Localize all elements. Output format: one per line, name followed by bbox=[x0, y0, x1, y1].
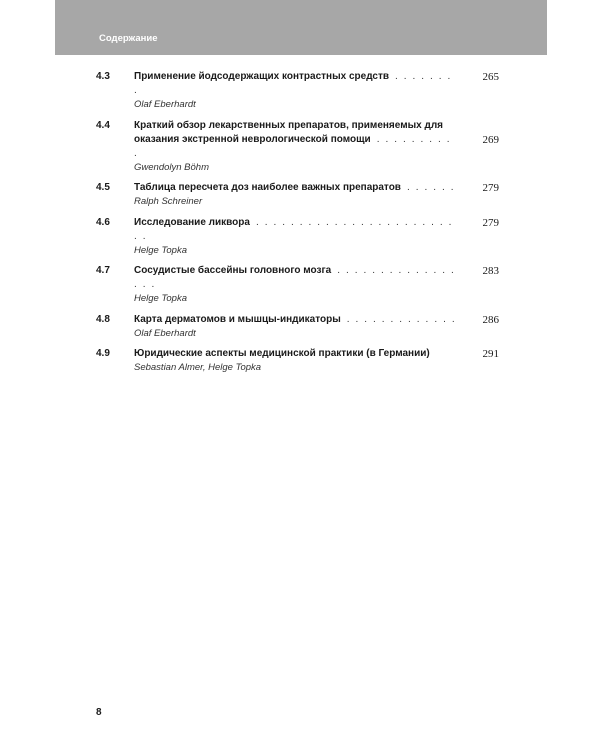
section-author: Helge Topka bbox=[134, 244, 187, 256]
toc-entry[interactable] bbox=[96, 264, 499, 305]
section-number: 4.5 bbox=[96, 182, 110, 193]
toc-entry[interactable] bbox=[96, 313, 499, 340]
leader-dots: . . . . . . bbox=[406, 182, 456, 193]
section-author: Gwendolyn Böhm bbox=[134, 161, 209, 173]
toc-entry[interactable] bbox=[96, 347, 499, 374]
section-number: 4.8 bbox=[96, 313, 110, 325]
table-of-contents bbox=[96, 70, 499, 382]
page-ref: 279 bbox=[482, 182, 499, 194]
page-ref: 283 bbox=[482, 265, 499, 277]
page-number: 8 bbox=[96, 707, 102, 718]
section-number: 4.6 bbox=[96, 216, 110, 228]
section-author: Sebastian Almer, Helge Topka bbox=[134, 362, 262, 373]
leader-dots: . . . . . . . . . . bbox=[134, 133, 452, 159]
section-title: Юридические аспекты медицинской практики (в Германии) bbox=[134, 348, 430, 359]
page-ref: 265 bbox=[482, 71, 499, 83]
page-ref: 269 bbox=[482, 133, 499, 146]
header-title: Содержание bbox=[99, 33, 158, 44]
leader-dots: . . . . . . . . bbox=[134, 71, 452, 96]
section-title: Краткий обзор лекарственных препаратов, применяемых для оказания экстренной неврологической помощи bbox=[134, 119, 444, 145]
page-ref: 286 bbox=[482, 313, 499, 326]
toc-entry[interactable] bbox=[96, 216, 499, 257]
page-ref: 291 bbox=[482, 348, 499, 360]
section-number: 4.7 bbox=[96, 265, 110, 276]
section-title: Исследование ликвора bbox=[134, 216, 250, 228]
section-author: Helge Topka bbox=[134, 293, 187, 304]
section-author: Olaf Eberhardt bbox=[134, 99, 196, 110]
toc-entry[interactable] bbox=[96, 181, 499, 208]
toc-entry[interactable] bbox=[96, 70, 499, 111]
section-title: Таблица пересчета доз наиболее важных препаратов bbox=[134, 182, 401, 193]
leader-dots: . . . . . . . . . . . . . bbox=[346, 313, 457, 325]
section-title: Применение йодсодержащих контрастных средств bbox=[134, 71, 390, 82]
running-header bbox=[55, 0, 547, 55]
section-author: Olaf Eberhardt bbox=[134, 327, 196, 339]
section-title: Карта дерматомов и мышцы-индикаторы bbox=[134, 313, 341, 325]
section-number: 4.9 bbox=[96, 348, 110, 359]
section-title: Сосудистые бассейны головного мозга bbox=[134, 265, 332, 276]
leader-dots: . . . . . . . . . . . . . . . . . . . . . . . . . bbox=[134, 216, 453, 242]
leader-dots: . . . . . . . . . . . . . . . . . bbox=[134, 265, 456, 290]
section-number: 4.4 bbox=[96, 119, 110, 131]
page-ref: 279 bbox=[482, 216, 499, 229]
section-author: Ralph Schreiner bbox=[134, 196, 203, 207]
toc-entry[interactable] bbox=[96, 119, 499, 174]
section-number: 4.3 bbox=[96, 71, 110, 82]
